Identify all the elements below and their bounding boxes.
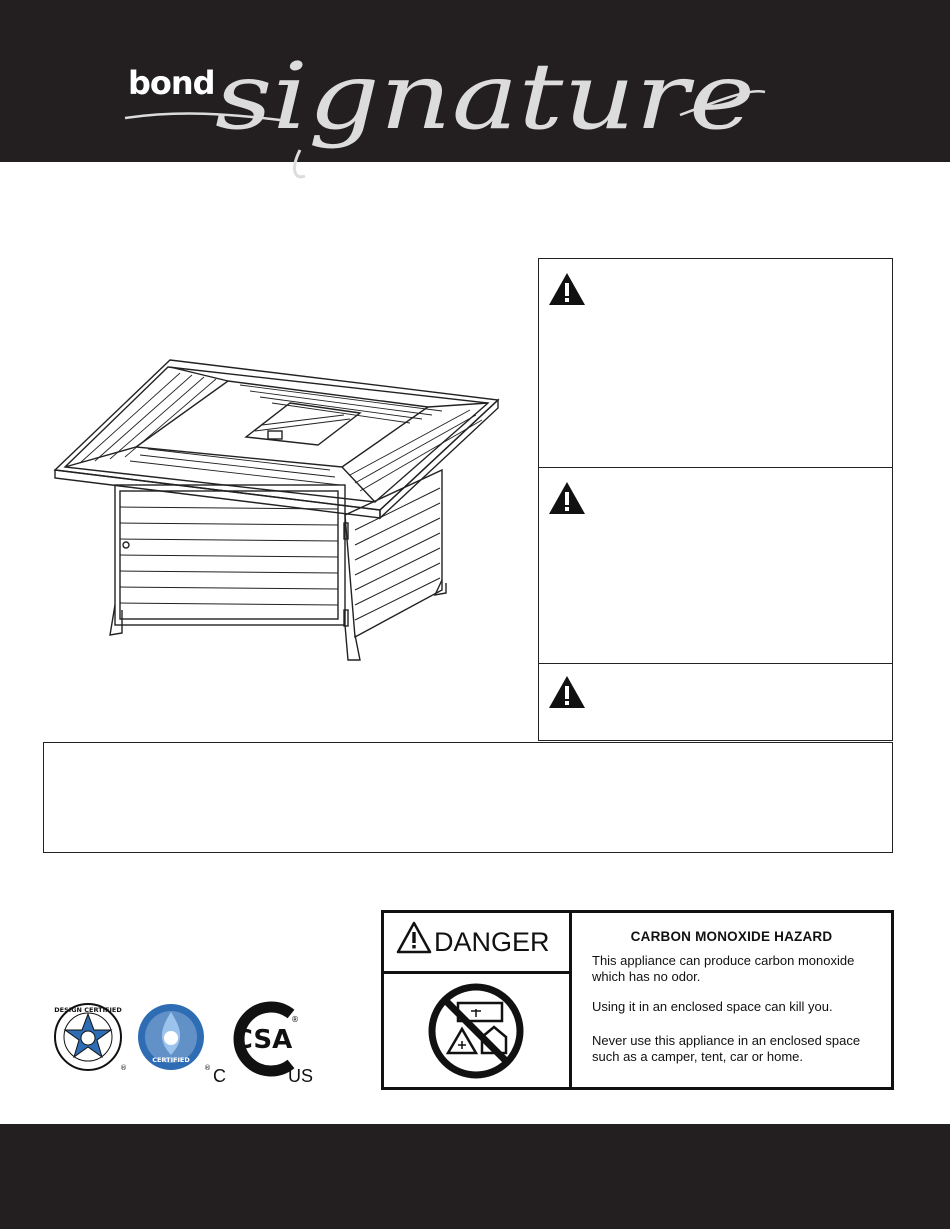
warning-section-1: [539, 259, 892, 467]
svg-text:US: US: [288, 1066, 314, 1086]
svg-text:®: ®: [291, 1015, 299, 1024]
fire-pit-table-illustration: [50, 355, 505, 670]
csa-c-us-logo: [213, 1007, 313, 1086]
signature-script-text: signature: [215, 43, 755, 150]
bond-logo: bond: [128, 64, 215, 102]
warning-triangle-icon: [547, 480, 587, 516]
svg-text:®: ®: [120, 1064, 127, 1072]
warning-triangle-icon: [547, 674, 587, 710]
danger-header: [384, 913, 569, 974]
danger-signal-word: DANGER: [434, 927, 550, 957]
warning-section-3: [539, 663, 892, 740]
warning-section-2: [539, 467, 892, 663]
hazard-line-2: Using it in an enclosed space can kill you.: [592, 999, 833, 1014]
notice-box: [43, 742, 893, 853]
footer-band: [0, 1124, 950, 1229]
svg-text:®: ®: [204, 1064, 211, 1072]
svg-text:DESIGN CERTIFIED: DESIGN CERTIFIED: [54, 1006, 122, 1014]
no-enclosed-space-pictogram: [426, 981, 526, 1081]
svg-text:CERTIFIED: CERTIFIED: [152, 1056, 190, 1064]
signature-wordmark: [120, 30, 770, 180]
hazard-line-1: This appliance can produce carbon monoxide which has no odor.: [592, 953, 855, 984]
design-certified-star-logo: [54, 1004, 127, 1072]
danger-text-panel: [572, 913, 891, 1087]
certification-logos: [53, 1000, 323, 1090]
warning-triangle-icon: [547, 271, 587, 307]
header-band: [0, 0, 950, 162]
danger-left-panel: [384, 913, 572, 1087]
warning-triangle-outline-icon: [396, 921, 432, 955]
hazard-line-3: Never use this appliance in an enclosed space such as a camper, tent, car or home.: [592, 1033, 861, 1064]
csa-blue-flame-logo: [138, 1004, 211, 1072]
svg-text:CSA: CSA: [233, 1025, 293, 1055]
warning-panel: [538, 258, 893, 741]
svg-text:C: C: [213, 1066, 226, 1086]
danger-label: [381, 910, 894, 1090]
hazard-title: CARBON MONOXIDE HAZARD: [630, 929, 833, 944]
